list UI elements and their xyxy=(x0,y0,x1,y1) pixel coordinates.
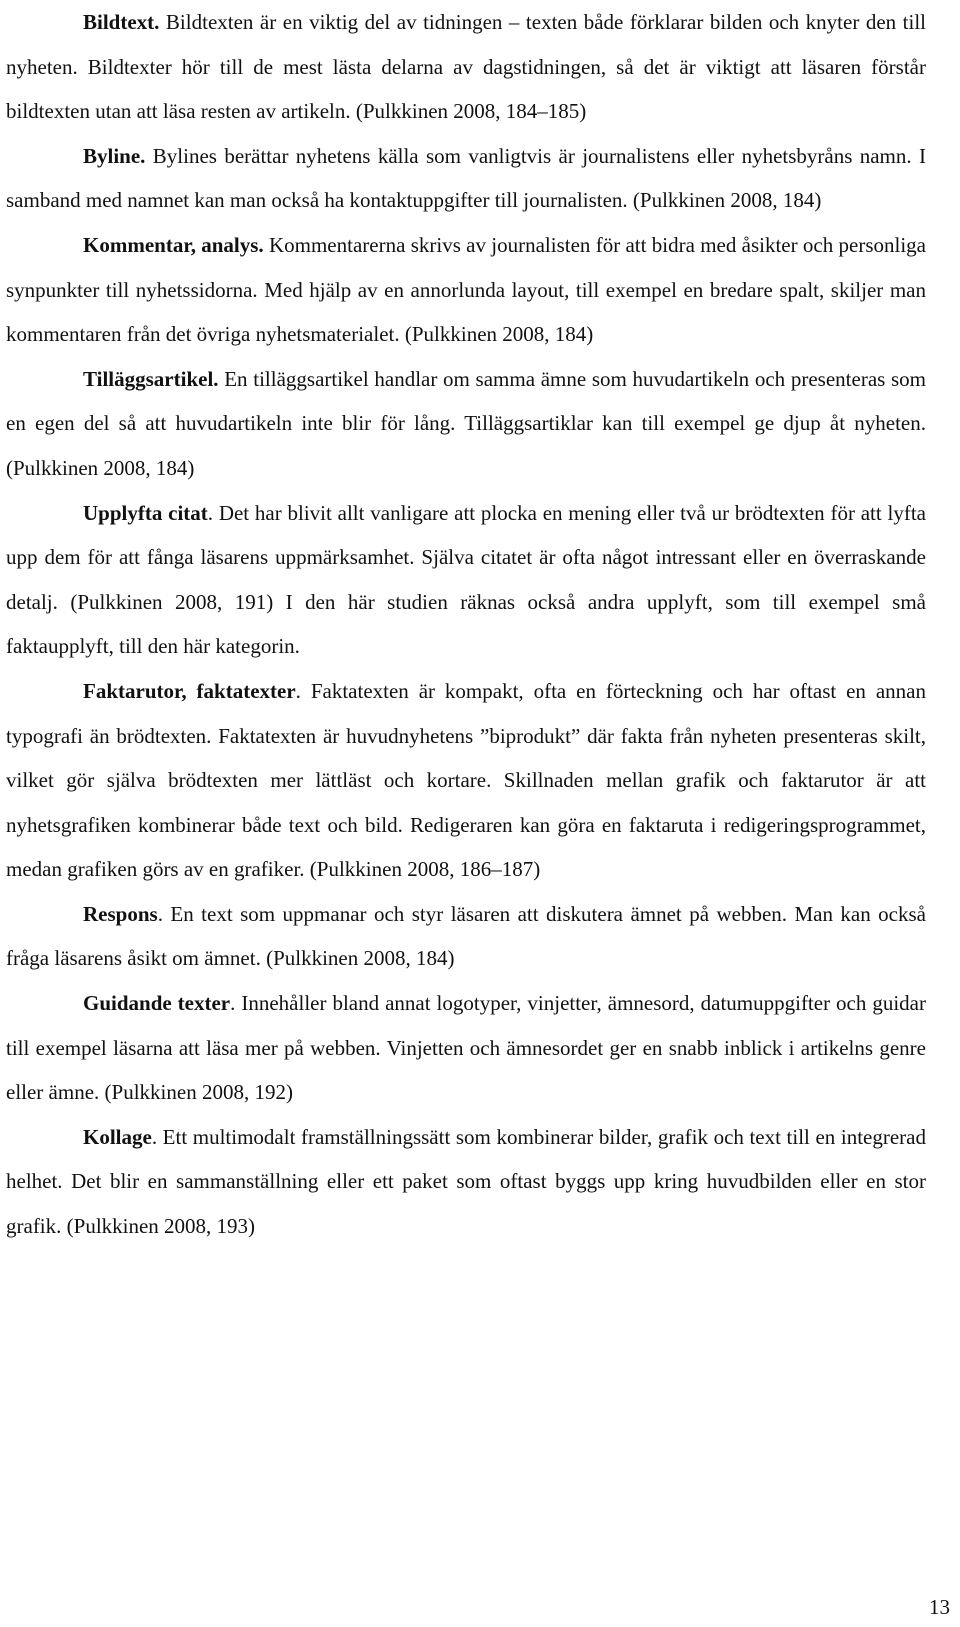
paragraph-respons xyxy=(6,892,926,981)
paragraph-kollage xyxy=(6,1115,926,1249)
paragraph-text: . Faktatexten är kompakt, ofta en förteckning och har oftast en annan typografi än brödtexten. Faktatexten är huvudnyhetens ”biprodukt” där fakta från nyheten presenteras skilt, vilket gör själva brödtexten mer lättläst och kortare. Skillnaden mellan grafik och faktarutor är att nyhetsgrafiken kombinerar både text och bild. Redigeraren kan göra en faktaruta i redigeringsprogrammet, medan grafiken görs av en grafiker. (Pulkkinen 2008, 186–187) xyxy=(6,678,926,882)
term-heading: Faktarutor, faktatexter xyxy=(83,678,296,703)
term-heading: Tilläggsartikel. xyxy=(83,366,219,391)
term-heading: Bildtext. xyxy=(83,10,160,34)
document-body xyxy=(6,0,926,1249)
paragraph-kommentar xyxy=(6,223,926,357)
paragraph-text: Bildtexten är en viktig del av tidningen – texten både förklarar bilden och knyter den till nyheten. Bildtexter hör till de mest lästa delarna av dagstidningen, så det är viktigt att läsaren förstår bildtexten utan att läsa resten av artikeln. (Pulkkinen 2008, 184–185) xyxy=(6,10,926,124)
paragraph-text: . Ett multimodalt framställningssätt som kombinerar bilder, grafik och text till en integrerad helhet. Det blir en sammanställning eller ett paket som oftast byggs upp kring huvudbilden eller en stor grafik. (Pulkkinen 2008, 193) xyxy=(6,1124,926,1239)
paragraph-faktarutor xyxy=(6,669,926,892)
term-heading: Kollage xyxy=(83,1124,152,1149)
paragraph-tillaggsartikel xyxy=(6,357,926,491)
paragraph-upplyfta-citat xyxy=(6,491,926,669)
paragraph-bildtext xyxy=(6,0,926,134)
paragraph-text: En tilläggsartikel handlar om samma ämne som huvudartikeln och presenteras som en egen del så att huvudartikeln inte blir för lång. Tilläggsartiklar kan till exempel ge djup åt nyheten. (Pulkkinen 2008, 184) xyxy=(6,366,926,480)
page-number: 13 xyxy=(929,1595,950,1619)
term-heading: Guidande texter xyxy=(83,991,231,1016)
paragraph-text: Kommentarerna skrivs av journalisten för att bidra med åsikter och personliga synpunkter till nyhetssidorna. Med hjälp av en annorlunda layout, till exempel en bredare spalt, skiljer man kommentaren från det övriga nyhetsmaterialet. (Pulkkinen 2008, 184) xyxy=(6,232,926,347)
term-heading: Upplyfta citat xyxy=(83,500,208,525)
paragraph-text: . Innehåller bland annat logotyper, vinjetter, ämnesord, datumuppgifter och guidar till exempel läsarna att läsa mer på webben. Vinjetten och ämnesordet ger en snabb inblick i artikelns genre eller ämne. (Pulkkinen 2008, 192) xyxy=(6,991,927,1105)
term-heading: Kommentar, analys. xyxy=(83,232,264,257)
paragraph-text: Bylines berättar nyhetens källa som vanligtvis är journalistens eller nyhetsbyråns namn. I samband med namnet kan man också ha kontaktuppgifter till journalisten. (Pulkkinen 2008, 184) xyxy=(6,143,926,213)
paragraph-text: . En text som uppmanar och styr läsaren att diskutera ämnet på webben. Man kan också fråga läsarens åsikt om ämnet. (Pulkkinen 2008, 184) xyxy=(6,901,926,971)
paragraph-guidande-texter xyxy=(6,981,926,1115)
term-heading: Respons xyxy=(83,901,158,926)
term-heading: Byline. xyxy=(83,143,146,168)
paragraph-byline xyxy=(6,134,926,223)
paragraph-text: . Det har blivit allt vanligare att plocka en mening eller två ur brödtexten för att lyfta upp dem för att fånga läsarens uppmärksamhet. Själva citatet är ofta något intressant eller en överraskande detalj. (Pulkkinen 2008, 191) I den här studien räknas också andra upplyft, som till exempel små faktaupplyft, till den här kategorin. xyxy=(6,500,926,659)
